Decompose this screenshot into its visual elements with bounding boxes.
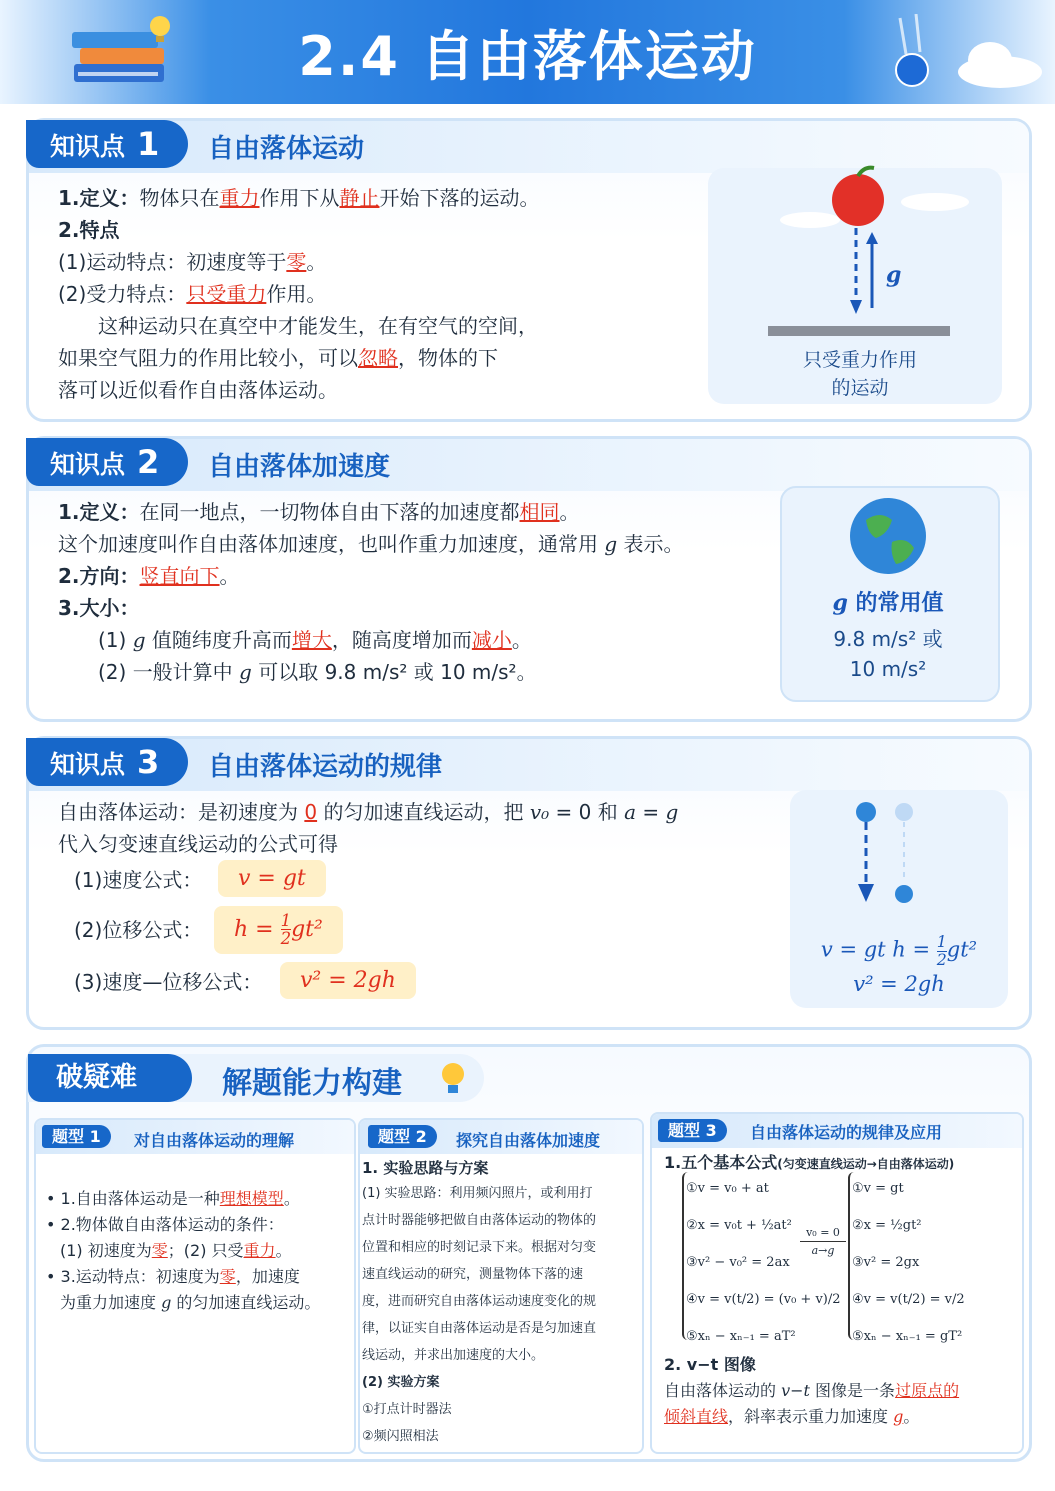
vt-graph-body: 自由落体运动的 v−t 图像是一条过原点的 倾斜直线，斜率表示重力加速度 g。 bbox=[664, 1381, 960, 1426]
g-value-title: g 的常用值 bbox=[832, 590, 944, 616]
page-title: 2.4 自由落体运动 bbox=[298, 25, 757, 88]
problem-type-2-tag: 题型 2 bbox=[368, 1124, 437, 1147]
problem-type-1-tag: 题型 1 bbox=[42, 1124, 111, 1147]
g-label: g bbox=[886, 262, 902, 288]
knowledge-title-3: 自由落体运动的规律 bbox=[208, 752, 443, 782]
formulas-heading: 1.五个基本公式(匀变速直线运动→自由落体运动) bbox=[664, 1153, 955, 1172]
transform-arrow: v₀ = 0 a→g bbox=[800, 1226, 846, 1257]
falling-ball-cloud-icon bbox=[880, 14, 1050, 94]
knowledge-badge-3: 知识点 3 bbox=[26, 738, 188, 786]
section-badge: 破疑难 bbox=[28, 1054, 192, 1102]
displacement-formula-label: (2)位移公式： bbox=[74, 918, 203, 942]
lightbulb-icon bbox=[436, 1058, 470, 1098]
velocity-displacement-label: (3)速度—位移公式： bbox=[74, 970, 263, 994]
knowledge-3-intro: 自由落体运动：是初速度为 0 的匀加速直线运动，把 v₀ = 0 和 a = g 代入匀变速直线运动的公式可得 bbox=[58, 800, 679, 856]
knowledge-title-2: 自由落体加速度 bbox=[208, 452, 391, 482]
problem-type-3-title: 自由落体运动的规律及应用 bbox=[750, 1123, 943, 1142]
problem-type-1-title: 对自由落体运动的理解 bbox=[134, 1131, 295, 1150]
falling-ball-diagram bbox=[840, 798, 960, 910]
knowledge-1-body: 1.定义：物体只在重力作用下从静止开始下落的运动。 2.特点 (1)运动特点：初速度等于零。 (2)受力特点：只受重力作用。 这种运动只在真空中才能发生，在有空气的空间， 如果空气阻力的作用比较小，可以忽略，物体的下 落可以近似看作自由落体运动。 bbox=[58, 186, 540, 402]
vt-graph-heading: 2. v−t 图像 bbox=[664, 1355, 756, 1374]
displacement-formula: h = $\frac{1}{2}$ gt² bbox=[214, 906, 343, 954]
section-title: 解题能力构建 bbox=[222, 1066, 402, 1101]
knowledge-title-1: 自由落体运动 bbox=[208, 134, 365, 164]
problem-type-2-title: 探究自由落体加速度 bbox=[456, 1131, 601, 1150]
problem-type-2-body: 1. 实验思路与方案 (1) 实验思路：利用频闪照片，或利用打 点计时器能够把做自由落体运动的物体的 位置和相应的时刻记录下来。根据对匀变 速直线运动的研究，测量物体下落的速 度，进而研究自由落体运动速度变化的规 律，以证实自由落体运动是否是匀加速直 线运动，并求出加速度的大小。 (2) 实验方案 ①打点计时器法 ②频闪照相法 bbox=[362, 1159, 597, 1444]
general-formulas: ①v = v₀ + at ②x = v₀t + ½at² ③v² − v₀² = 2ax ④v = v(t/2) = (v₀ + v)/2 ⑤xₙ − xₙ₋₁ = aT² bbox=[686, 1181, 841, 1344]
g-value-text: 9.8 m/s² 或 10 m/s² bbox=[833, 627, 943, 681]
problem-type-1-body: • 1.自由落体运动是一种理想模型。 • 2.物体做自由落体运动的条件： (1) 初速度为零；(2) 只受重力。 • 3.运动特点：初速度为零，加速度 为重力加速度 g 的匀加速直线运动。 bbox=[46, 1189, 321, 1312]
apple-falling-diagram bbox=[740, 160, 980, 340]
motion-figure-formula-1: v = gt h = $\frac{1}{2}$ gt² bbox=[820, 932, 978, 969]
free-fall-formulas: ①v = gt ②x = ½gt² ③v² = 2gx ④v = v(t/2) = v/2 ⑤xₙ − xₙ₋₁ = gT² bbox=[852, 1181, 965, 1344]
problem-type-3-tag: 题型 3 bbox=[658, 1118, 727, 1141]
motion-figure-formula-2: v² = 2gh bbox=[853, 972, 945, 996]
velocity-displacement-formula: v² = 2gh bbox=[280, 962, 416, 999]
knowledge-badge-1: 知识点 1 bbox=[26, 120, 188, 168]
knowledge-2-body: 1.定义：在同一地点，一切物体自由下落的加速度都相同。 这个加速度叫作自由落体加速度，也叫作重力加速度，通常用 g 表示。 2.方向：竖直向下。 3.大小： (1) g 值随纬度升高而增大，随高度增加而减小。 (2) 一般计算中 g 可以取 9.8 m/s² 或 10 m/s²。 bbox=[58, 500, 684, 684]
velocity-formula-label: (1)速度公式： bbox=[74, 868, 203, 892]
earth-icon bbox=[846, 494, 930, 578]
knowledge-badge-2: 知识点 2 bbox=[26, 438, 188, 486]
apple-figure-caption: 只受重力作用 的运动 bbox=[802, 349, 917, 399]
velocity-formula: v = gt bbox=[218, 860, 326, 897]
